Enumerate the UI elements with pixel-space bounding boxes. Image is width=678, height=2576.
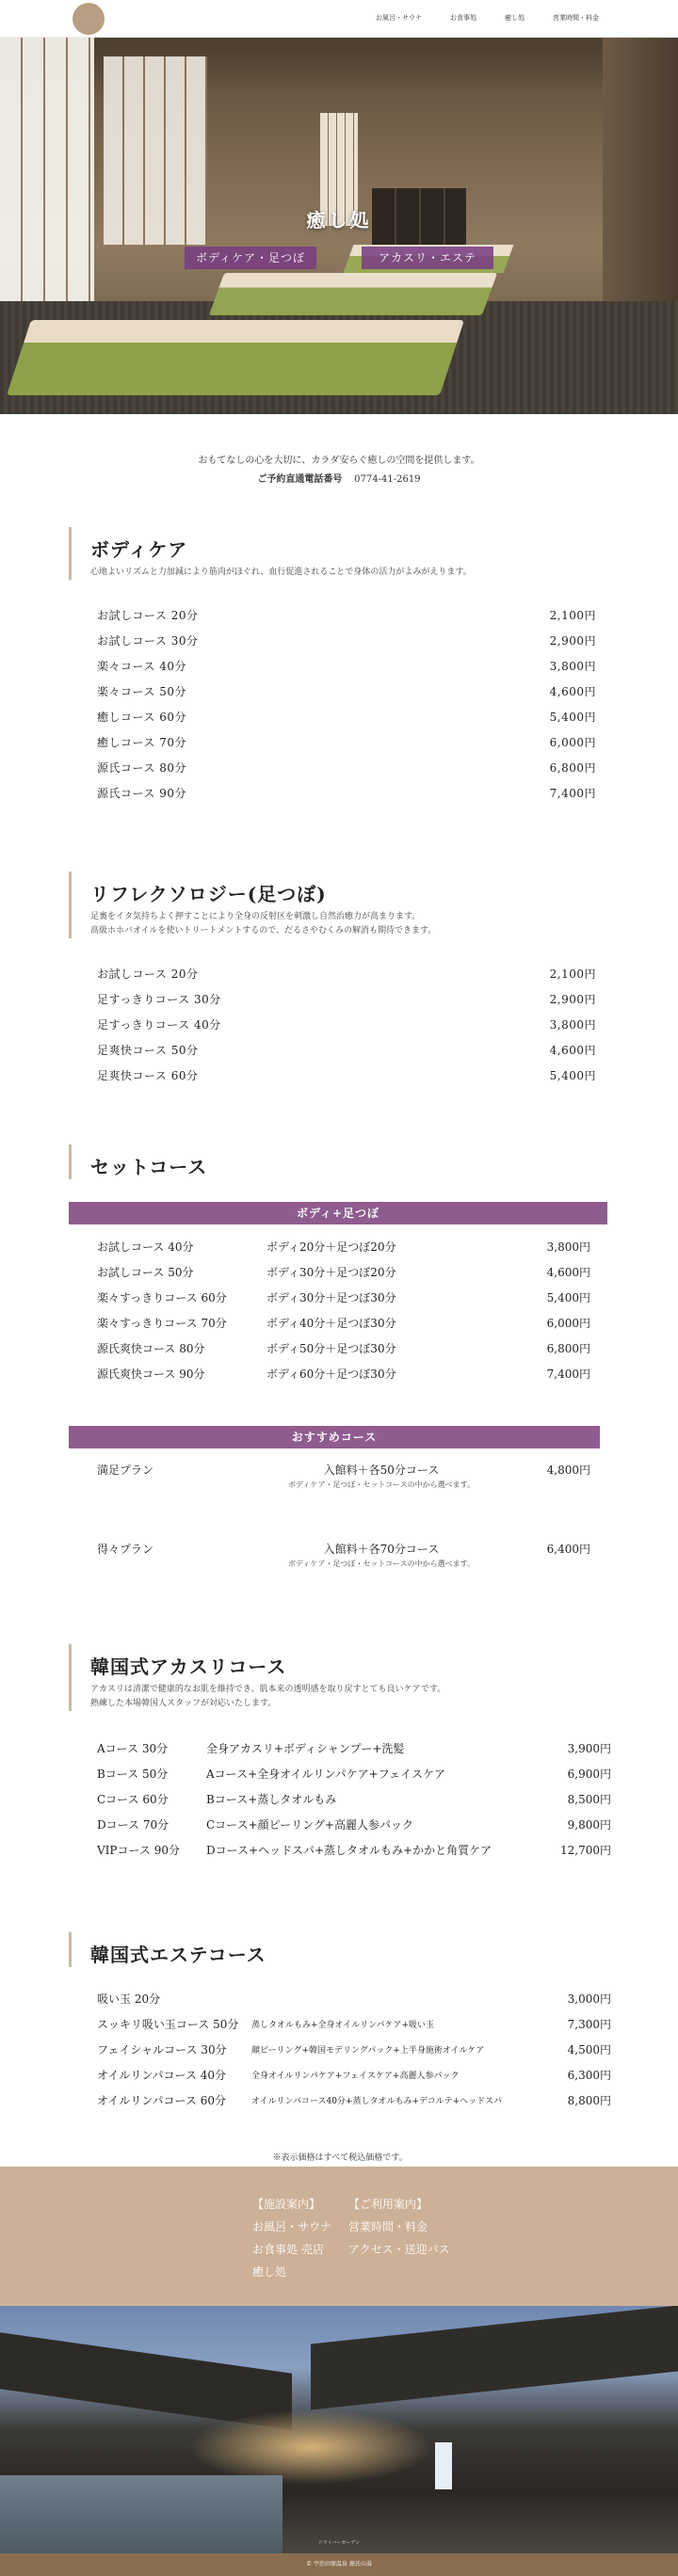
footer-links <box>252 2193 450 2283</box>
price-list <box>69 961 611 1088</box>
nav-restaurant[interactable]: お食事処 <box>450 14 476 22</box>
section-head <box>69 1932 611 1967</box>
hero-buttons <box>0 247 678 269</box>
course-name: 源氏コース 80分 <box>97 761 186 775</box>
section-head <box>69 1144 611 1179</box>
set-row <box>97 1259 590 1285</box>
course-price: 8,800円 <box>567 2094 611 2107</box>
course-detail: 全身オイルリンパケア+フェイスケア+高麗人参パック <box>251 2072 460 2081</box>
course-name: VIPコース 90分 <box>97 1844 180 1857</box>
course-detail: オイルリンパコース40分+蒸しタオルもみ+デコルテ+ヘッドスパ <box>251 2097 503 2106</box>
section-reflexology <box>69 872 611 1088</box>
price-row <box>97 755 596 780</box>
course-name: お試しコース 40分 <box>97 1240 194 1254</box>
plan-row <box>69 1541 611 1569</box>
course-name: Cコース 60分 <box>97 1793 169 1806</box>
section-head <box>69 527 611 580</box>
plan-detail <box>229 1541 534 1569</box>
price-row <box>97 2037 611 2062</box>
price-row <box>97 2062 611 2088</box>
course-price: 8,500円 <box>567 1793 611 1806</box>
section-title: ボディケア <box>90 538 188 561</box>
course-price: 7,300円 <box>567 2018 611 2031</box>
section-title: セットコース <box>90 1156 208 1178</box>
set-row <box>97 1285 590 1310</box>
akasuri-esthe-button[interactable]: アカスリ・エステ <box>362 247 493 269</box>
hero-image <box>0 38 678 414</box>
course-name: 楽々コース 40分 <box>97 660 186 673</box>
course-name: Bコース 50分 <box>97 1768 169 1781</box>
plan-row <box>69 1462 611 1490</box>
section-title: 韓国式アカスリコース <box>90 1656 287 1678</box>
price-row <box>97 628 596 653</box>
price-row <box>97 1012 596 1037</box>
course-name: 癒しコース 70分 <box>97 736 186 749</box>
plan-main: 入館料＋各50分コース <box>323 1464 440 1477</box>
hero-ceiling <box>0 38 678 94</box>
price-row <box>97 729 596 755</box>
price-list <box>69 602 611 806</box>
section-title: リフレクソロジー(足つぼ) <box>90 883 327 905</box>
plan-price: 4,800円 <box>546 1464 590 1477</box>
course-price: 4,600円 <box>549 685 596 698</box>
course-price: 9,800円 <box>567 1818 611 1832</box>
site-header <box>0 0 678 38</box>
course-detail: ボディ30分＋足つぼ30分 <box>266 1291 396 1304</box>
site-logo[interactable] <box>73 3 105 35</box>
band-body-foot: ボディ+足つぼ <box>69 1202 607 1224</box>
site-footer <box>0 2167 678 2306</box>
course-detail: ボディ20分＋足つぼ20分 <box>266 1240 396 1254</box>
intro <box>0 414 678 527</box>
course-price: 2,900円 <box>549 634 596 648</box>
price-row <box>97 1786 611 1812</box>
set-row <box>97 1234 590 1259</box>
course-price: 5,400円 <box>549 711 596 724</box>
photo-roof-right <box>311 2306 678 2409</box>
section-esthe <box>69 1932 611 2163</box>
section-desc-line: 熟練した本場韓国人スタッフが対応いたします。 <box>90 1699 277 1708</box>
footer-link-relaxation[interactable]: 癒し処 <box>252 2265 287 2279</box>
course-price: 6,900円 <box>567 1768 611 1781</box>
hero-bed-front <box>7 320 464 395</box>
body-care-foot-button[interactable]: ボディケア・足つぼ <box>185 247 316 269</box>
price-row <box>97 961 596 986</box>
price-row <box>97 1986 611 2011</box>
nav-bath-sauna[interactable]: お風呂・サウナ <box>376 14 422 22</box>
hero-title: 癒し処 <box>306 209 372 232</box>
price-row <box>97 1736 611 1761</box>
photo-light-glow <box>188 2409 433 2485</box>
course-detail: ボディ40分＋足つぼ30分 <box>266 1317 396 1330</box>
hero-bed-middle <box>209 273 497 315</box>
course-price: 7,400円 <box>549 787 596 800</box>
price-row <box>97 1037 596 1063</box>
course-detail: 顔ピーリング+韓国モデリングパック+上半身施術オイルケア <box>251 2046 485 2056</box>
price-row <box>97 1063 596 1088</box>
course-detail: 全身アカスリ+ボディシャンプー+洗髪 <box>206 1742 405 1755</box>
section-desc-line: 高級ホホバオイルを使いトリートメントするので、だるさやむくみの解消も期待できます。 <box>90 926 437 936</box>
course-detail: Bコース+蒸しタオルもみ <box>206 1793 337 1806</box>
course-price: 4,600円 <box>546 1266 590 1279</box>
course-price: 4,500円 <box>567 2043 611 2056</box>
course-detail: 蒸しタオルもみ+全身オイルリンパケア+吸い玉 <box>251 2021 435 2030</box>
course-detail: Cコース+顔ピーリング+高麗人参パック <box>206 1818 413 1832</box>
course-name: 源氏コース 90分 <box>97 787 186 800</box>
course-price: 6,800円 <box>546 1342 590 1355</box>
plan-sub: ボディケア・足つぼ・セットコースの中から選べます。 <box>288 1480 475 1489</box>
course-name: 楽々すっきりコース 60分 <box>97 1291 227 1304</box>
plan-main: 入館料＋各70分コース <box>323 1543 440 1556</box>
course-name: 足爽快コース 60分 <box>97 1069 199 1082</box>
course-name: オイルリンパコース 40分 <box>97 2069 227 2082</box>
tel-label: ご予約直通電話番号 <box>257 474 343 485</box>
section-body-care <box>69 527 611 806</box>
price-row <box>97 780 596 806</box>
plan-detail <box>229 1462 534 1490</box>
course-name: 楽々すっきりコース 70分 <box>97 1317 227 1330</box>
footer-photo <box>0 2306 678 2553</box>
course-price: 5,400円 <box>546 1291 590 1304</box>
section-desc-line: アカスリは清潔で健康的なお肌を維持でき、肌本来の透明感を取り戻すとても良いケアです。 <box>90 1685 446 1694</box>
course-detail: ボディ60分＋足つぼ30分 <box>266 1368 396 1381</box>
course-name: お試しコース 50分 <box>97 1266 194 1279</box>
footer-heading: 【施設案内】 <box>252 2198 321 2211</box>
intro-text: おもてなしの心を大切に、カラダ安らぐ癒しの空間を提供します。 <box>198 456 480 466</box>
course-price: 4,600円 <box>549 1044 596 1057</box>
course-name: 足爽快コース 50分 <box>97 1044 199 1057</box>
set-list <box>69 1234 611 1386</box>
section-desc: 心地よいリズムと力加減により筋肉がほぐれ、血行促進されることで身体の活力がよみがえります。 <box>90 568 472 577</box>
nav-relaxation[interactable]: 癒し処 <box>505 14 525 22</box>
course-price: 7,400円 <box>546 1368 590 1381</box>
price-row <box>97 1812 611 1837</box>
course-detail: Aコース+全身オイルリンパケア+フェイスケア <box>206 1768 446 1781</box>
course-name: お試しコース 20分 <box>97 968 199 981</box>
plan-name: 満足プラン <box>97 1464 154 1477</box>
akasuri-list <box>69 1736 611 1863</box>
course-price: 2,100円 <box>549 968 596 981</box>
course-price: 3,800円 <box>549 1018 596 1032</box>
course-name: Dコース 70分 <box>97 1818 170 1832</box>
section-desc <box>90 1683 611 1711</box>
course-name: お試しコース 30分 <box>97 634 199 648</box>
course-price: 6,300円 <box>567 2069 611 2082</box>
course-name: 足すっきりコース 30分 <box>97 993 221 1006</box>
price-row <box>97 653 596 679</box>
reservation-tel <box>0 471 678 489</box>
price-row <box>97 602 596 628</box>
course-name: スッキリ吸い玉コース 50分 <box>97 2018 239 2031</box>
nav-hours-price[interactable]: 営業時間・料金 <box>553 14 599 22</box>
esthe-list <box>69 1986 611 2113</box>
course-price: 3,800円 <box>549 660 596 673</box>
price-row <box>97 704 596 729</box>
price-row <box>97 2088 611 2113</box>
price-row <box>97 986 596 1012</box>
course-price: 2,900円 <box>549 993 596 1006</box>
footer-col-usage <box>348 2193 450 2283</box>
plan-price: 6,400円 <box>546 1543 590 1556</box>
price-row <box>97 1837 611 1863</box>
section-head <box>69 1644 611 1711</box>
photo-window <box>435 2442 452 2489</box>
section-desc <box>90 910 611 938</box>
course-name: 源氏爽快コース 90分 <box>97 1368 205 1381</box>
set-row <box>97 1336 590 1361</box>
course-price: 6,800円 <box>549 761 596 775</box>
plan-name: 得々プラン <box>97 1543 154 1556</box>
course-price: 5,400円 <box>549 1069 596 1082</box>
course-name: 源氏爽快コース 80分 <box>97 1342 205 1355</box>
footer-col-facility <box>252 2193 331 2283</box>
course-name: オイルリンパコース 60分 <box>97 2094 227 2107</box>
course-name: お試しコース 20分 <box>97 609 199 622</box>
course-name: 楽々コース 50分 <box>97 685 186 698</box>
section-title: 韓国式エステコース <box>90 1944 266 1966</box>
section-desc-line: 足裏をイタ気持ちよく押すことにより全身の反射区を刺激し自然治癒力が高まります。 <box>90 912 421 921</box>
course-price: 6,000円 <box>549 736 596 749</box>
section-set-course <box>69 1144 611 1569</box>
footer-link-hours[interactable]: 営業時間・料金 <box>348 2220 428 2233</box>
course-price: 12,700円 <box>560 1844 611 1857</box>
hero-window-left <box>0 38 94 339</box>
set-row <box>97 1361 590 1386</box>
course-name: Aコース 30分 <box>97 1742 169 1755</box>
price-row <box>97 2011 611 2037</box>
price-row <box>97 1761 611 1786</box>
course-name: 癒しコース 60分 <box>97 711 186 724</box>
tel-number[interactable]: 0774-41-2619 <box>354 474 421 485</box>
course-name: フェイシャルコース 30分 <box>97 2043 227 2056</box>
course-name: 足すっきりコース 40分 <box>97 1018 221 1032</box>
price-row <box>97 679 596 704</box>
course-detail: ボディ30分＋足つぼ20分 <box>266 1266 396 1279</box>
footer-link-bath[interactable]: お風呂・サウナ <box>252 2220 332 2233</box>
section-akasuri <box>69 1644 611 1863</box>
section-head <box>69 872 611 938</box>
footer-link-access[interactable]: アクセス・送迎バス <box>348 2243 450 2256</box>
course-price: 3,800円 <box>546 1240 590 1254</box>
course-price: 6,000円 <box>546 1317 590 1330</box>
band-recommended: おすすめコース <box>69 1426 600 1448</box>
copyright: © 宇治田原温泉 源氏の湯 <box>0 2553 678 2576</box>
set-row <box>97 1310 590 1336</box>
course-price: 3,900円 <box>567 1742 611 1755</box>
main-nav <box>376 13 599 23</box>
course-name: 吸い玉 20分 <box>97 1992 161 2006</box>
footer-heading: 【ご利用案内】 <box>348 2198 428 2211</box>
course-detail: ボディ50分＋足つぼ30分 <box>266 1342 396 1355</box>
plan-sub: ボディケア・足つぼ・セットコースの中から選べます。 <box>288 1560 475 1568</box>
course-detail: Dコース+ヘッドスパ+蒸しタオルもみ+かかと角質ケア <box>206 1844 492 1857</box>
photo-caption: ドライバーガーデン <box>317 2540 361 2546</box>
footer-link-restaurant[interactable]: お食事処 売店 <box>252 2243 324 2256</box>
tax-note: ※表示価格はすべて税込価格です。 <box>272 2153 408 2163</box>
course-price: 3,000円 <box>567 1992 611 2006</box>
course-price: 2,100円 <box>549 609 596 622</box>
